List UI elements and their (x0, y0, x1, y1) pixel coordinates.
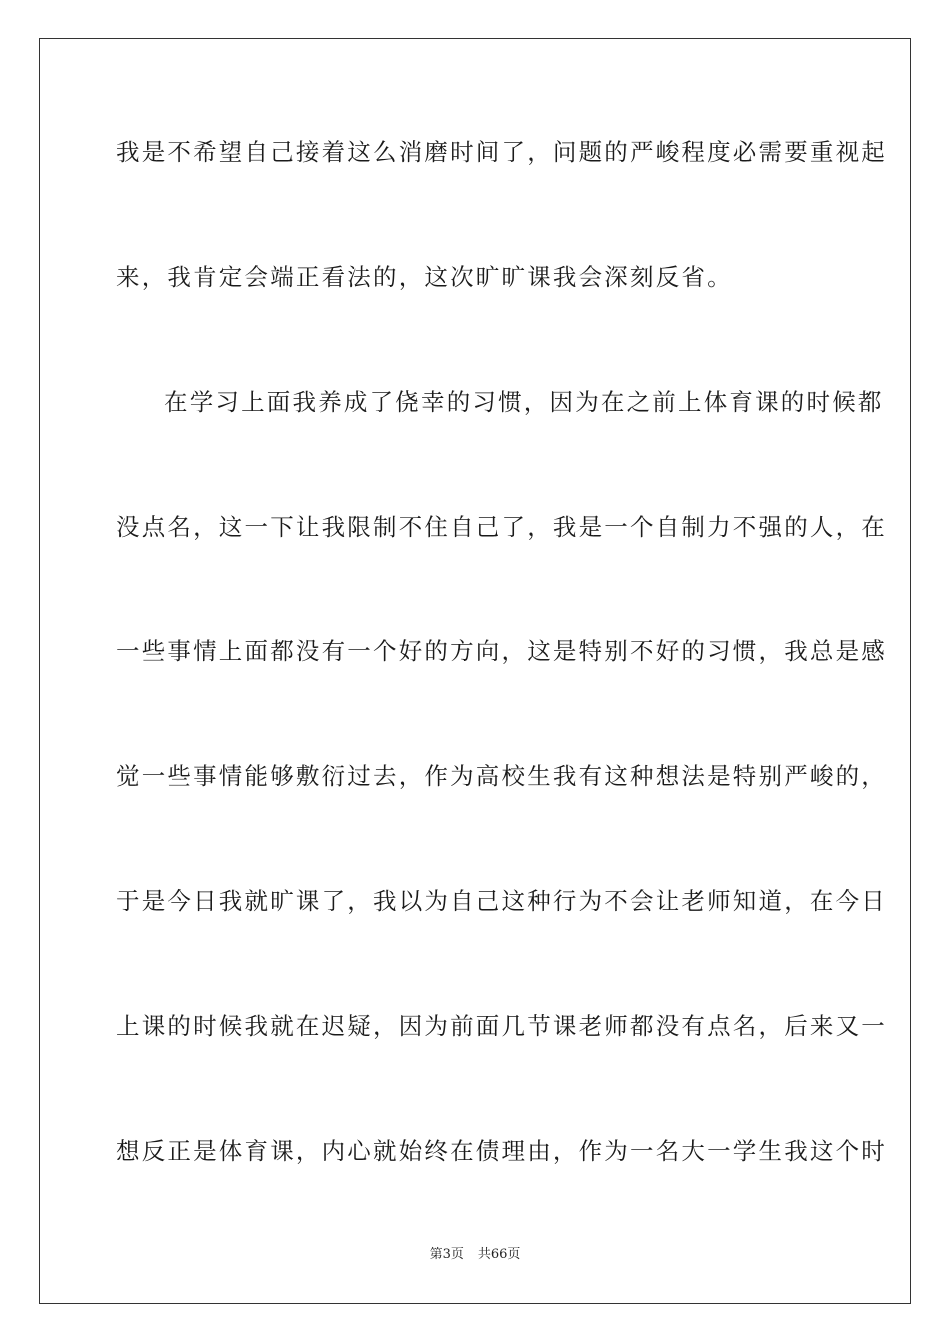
page-frame (39, 38, 911, 1304)
text-line-6: 觉一些事情能够敷衍过去，作为高校生我有这种想法是特别严峻的， (116, 762, 887, 790)
text-line-1: 我是不希望自己接着这么消磨时间了，问题的严峻程度必需要重视起 (116, 138, 887, 166)
text-line-2: 来，我肯定会端正看法的，这次旷旷课我会深刻反省。 (116, 263, 733, 291)
text-line-5: 一些事情上面都没有一个好的方向，这是特别不好的习惯，我总是感 (116, 637, 887, 665)
text-line-9: 想反正是体育课，内心就始终在债理由，作为一名大一学生我这个时 (116, 1137, 887, 1165)
page-number: 第3页 (429, 1247, 464, 1262)
text-line-7: 于是今日我就旷课了，我以为自己这种行为不会让老师知道，在今日 (116, 887, 887, 915)
text-line-3: 在学习上面我养成了侥幸的习惯，因为在之前上体育课的时候都 (164, 388, 884, 416)
page-total: 共66页 (477, 1247, 521, 1262)
text-line-8: 上课的时候我就在迟疑，因为前面几节课老师都没有点名，后来又一 (116, 1012, 887, 1040)
text-line-4: 没点名，这一下让我限制不住自己了，我是一个自制力不强的人，在 (116, 513, 887, 541)
page-footer (0, 1246, 950, 1264)
